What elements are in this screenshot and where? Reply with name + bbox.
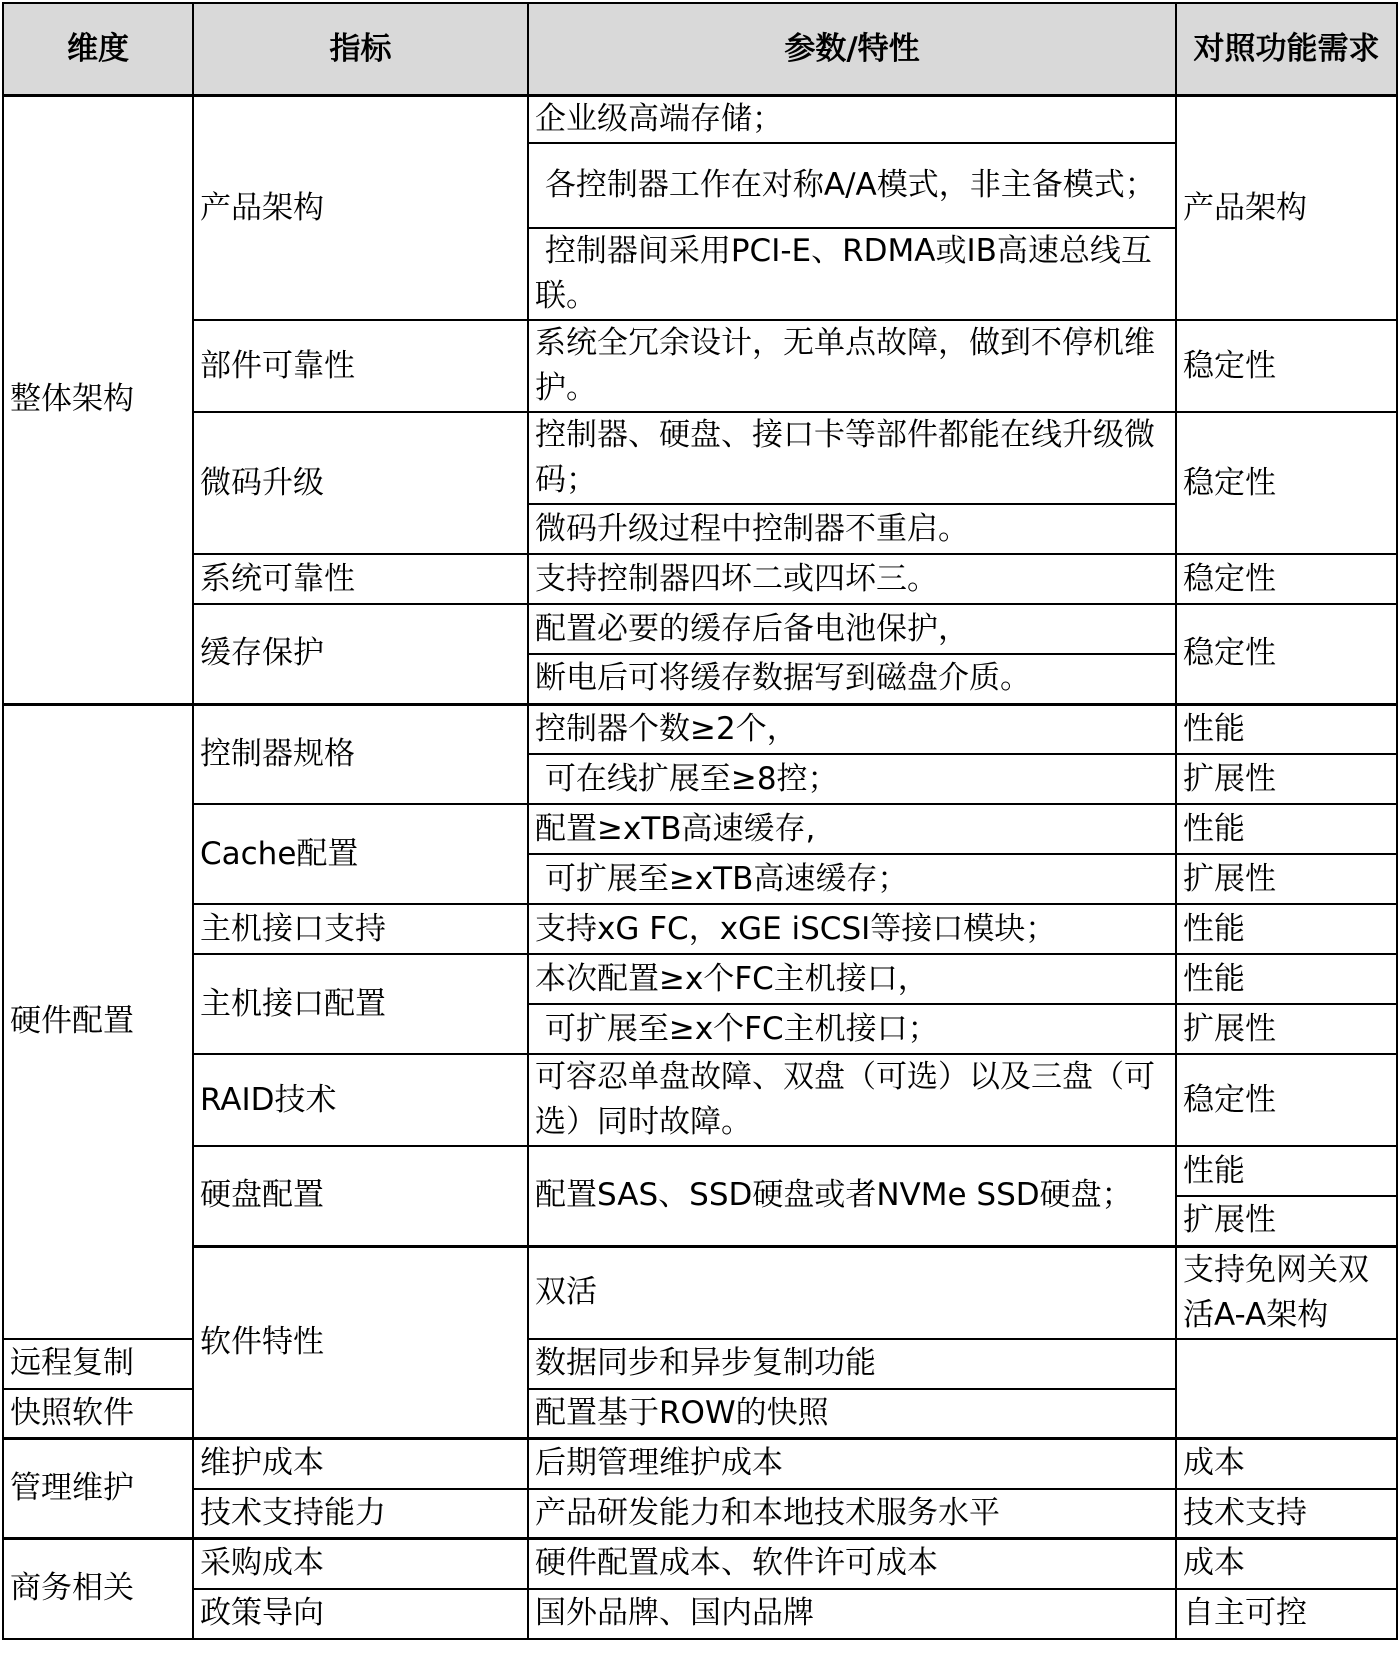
dimension-cell: 硬件配置: [3, 704, 193, 1339]
metric-cell: 远程复制: [3, 1339, 193, 1389]
metric-cell: 主机接口配置: [193, 954, 528, 1054]
requirement-cell: 稳定性: [1176, 412, 1397, 554]
param-cell: 可扩展至≥xTB高速缓存；: [528, 854, 1176, 904]
table-row: [3, 1054, 1397, 1146]
metric-cell: 部件可靠性: [193, 320, 528, 412]
table-row: [3, 1539, 1397, 1589]
dimension-cell: 软件特性: [193, 1246, 528, 1439]
param-cell: 控制器间采用PCI-E、RDMA或IB高速总线互联。: [528, 228, 1176, 320]
table-row: [3, 604, 1397, 654]
table-row: [3, 1589, 1397, 1639]
param-cell: 控制器、硬盘、接口卡等部件都能在线升级微码；: [528, 412, 1176, 504]
table-row: [3, 1146, 1397, 1196]
table-row: [3, 804, 1397, 854]
header-requirement: 对照功能需求: [1176, 3, 1397, 96]
param-cell: 微码升级过程中控制器不重启。: [528, 504, 1176, 554]
metric-cell: 主机接口支持: [193, 904, 528, 954]
requirement-cell: 自主可控: [1176, 1589, 1397, 1639]
metric-cell: 维护成本: [193, 1439, 528, 1489]
metric-cell: 微码升级: [193, 412, 528, 554]
table-row: [3, 96, 1397, 144]
requirement-cell: 稳定性: [1176, 320, 1397, 412]
spec-table: [2, 2, 1398, 1640]
param-cell: 国外品牌、国内品牌: [528, 1589, 1176, 1639]
param-cell: 系统全冗余设计，无单点故障，做到不停机维护。: [528, 320, 1176, 412]
metric-cell: 控制器规格: [193, 704, 528, 804]
requirement-cell: 扩展性: [1176, 1196, 1397, 1246]
param-cell: 产品研发能力和本地技术服务水平: [528, 1489, 1176, 1539]
metric-cell: 缓存保护: [193, 604, 528, 704]
param-cell: 数据同步和异步复制功能: [528, 1339, 1176, 1389]
table-row: [3, 904, 1397, 954]
table-row: [3, 554, 1397, 604]
metric-cell: 采购成本: [193, 1539, 528, 1589]
param-cell: 可在线扩展至≥8控；: [528, 754, 1176, 804]
requirement-cell: 性能: [1176, 1146, 1397, 1196]
param-cell: 配置SAS、SSD硬盘或者NVMe SSD硬盘；: [528, 1146, 1176, 1246]
requirement-cell: 成本: [1176, 1439, 1397, 1489]
metric-cell: 产品架构: [193, 96, 528, 321]
requirement-cell: 稳定性: [1176, 604, 1397, 704]
param-cell: 支持控制器四坏二或四坏三。: [528, 554, 1176, 604]
param-cell: 可扩展至≥x个FC主机接口；: [528, 1004, 1176, 1054]
param-cell: 断电后可将缓存数据写到磁盘介质。: [528, 654, 1176, 704]
metric-cell: 政策导向: [193, 1589, 528, 1639]
requirement-cell: 扩展性: [1176, 854, 1397, 904]
param-cell: 本次配置≥x个FC主机接口，: [528, 954, 1176, 1004]
table-row: [3, 1439, 1397, 1489]
requirement-cell: 性能: [1176, 704, 1397, 754]
requirement-cell: 产品架构: [1176, 96, 1397, 321]
param-cell: 配置必要的缓存后备电池保护，: [528, 604, 1176, 654]
metric-cell: 硬盘配置: [193, 1146, 528, 1246]
requirement-cell: 性能: [1176, 804, 1397, 854]
param-cell: 支持免网关双活A-A架构: [1176, 1246, 1397, 1339]
requirement-cell: 稳定性: [1176, 554, 1397, 604]
param-cell: 可容忍单盘故障、双盘（可选）以及三盘（可选）同时故障。: [528, 1054, 1176, 1146]
requirement-cell: 技术支持: [1176, 1489, 1397, 1539]
table-row: [3, 1246, 1397, 1339]
table-row: [3, 320, 1397, 412]
metric-cell: 系统可靠性: [193, 554, 528, 604]
param-cell: 各控制器工作在对称A/A模式，非主备模式；: [528, 143, 1176, 228]
metric-cell: 双活: [528, 1246, 1176, 1339]
header-metric: 指标: [193, 3, 528, 96]
header-row: [3, 3, 1397, 96]
param-cell: 配置≥xTB高速缓存,: [528, 804, 1176, 854]
header-params: 参数/特性: [528, 3, 1176, 96]
param-cell: 企业级高端存储；: [528, 96, 1176, 144]
requirement-cell: 稳定性: [1176, 1054, 1397, 1146]
requirement-cell: 扩展性: [1176, 754, 1397, 804]
requirement-cell: 性能: [1176, 954, 1397, 1004]
metric-cell: Cache配置: [193, 804, 528, 904]
dimension-cell: 商务相关: [3, 1539, 193, 1639]
requirement-cell: 扩展性: [1176, 1004, 1397, 1054]
param-cell: 硬件配置成本、软件许可成本: [528, 1539, 1176, 1589]
table-row: [3, 954, 1397, 1004]
metric-cell: 快照软件: [3, 1389, 193, 1439]
requirement-cell: 成本: [1176, 1539, 1397, 1589]
param-cell: 支持xG FC，xGE iSCSI等接口模块；: [528, 904, 1176, 954]
dimension-cell: 管理维护: [3, 1439, 193, 1539]
metric-cell: 技术支持能力: [193, 1489, 528, 1539]
param-cell: 控制器个数≥2个，: [528, 704, 1176, 754]
dimension-cell: 整体架构: [3, 96, 193, 705]
param-cell: 后期管理维护成本: [528, 1439, 1176, 1489]
header-dimension: 维度: [3, 3, 193, 96]
requirement-cell: 性能: [1176, 904, 1397, 954]
table-row: [3, 1489, 1397, 1539]
metric-cell: RAID技术: [193, 1054, 528, 1146]
table-row: [3, 704, 1397, 754]
param-cell: 配置基于ROW的快照: [528, 1389, 1176, 1439]
table-row: [3, 412, 1397, 504]
